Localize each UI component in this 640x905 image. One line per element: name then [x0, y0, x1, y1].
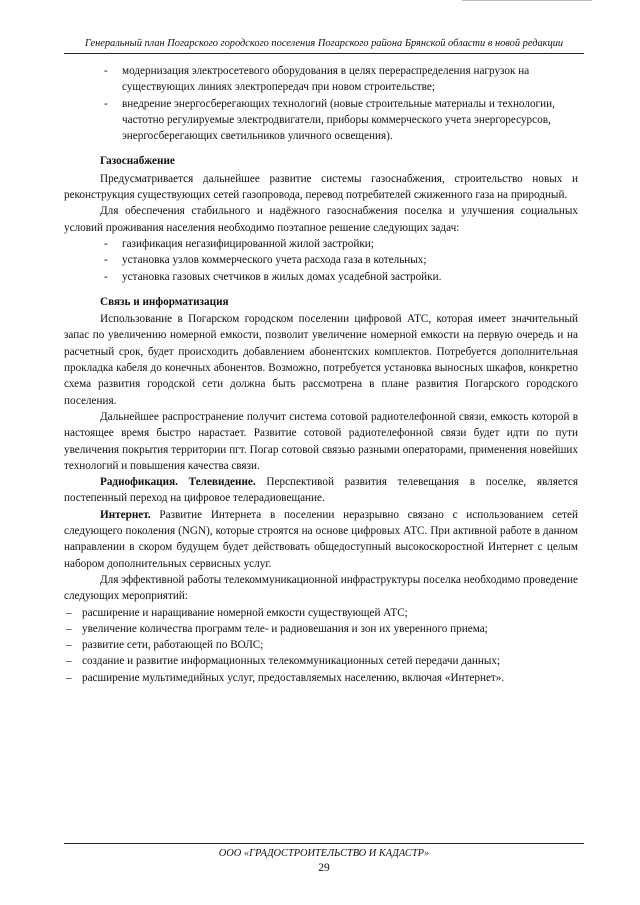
- header-rule: [64, 53, 584, 54]
- footer-rule: [64, 843, 584, 844]
- list-item: - внедрение энергосберегающих технологий (новые строительные материалы и технологии, частотно регулируемые электродвигатели, приборы коммерческого учета энергоресурсов, энергосберегающих светильников уличного освещения).: [64, 96, 578, 145]
- paragraph-text: Развитие Интернета в поселении неразрывно связано с использованием сетей следующего поколения (NGN), которые строятся на основе цифровых АТС. При активной работе в данном направлении в скором будущем будет действовать общедоступный высокоскоростной Интернет с целым набором дополнительных сервисных услуг.: [64, 508, 578, 570]
- paragraph: Использование в Погарском городском поселении цифровой АТС, которая имеет значительный запас по увеличению номерной емкости, позволит увеличение номерной емкости на первую очередь и на расчетный срок, будет происходить добавлением абонентских комплектов. Потребуется дополнительная прокладка кабеля до конечных абонентов. Возможно, потребуется установка выносных шкафов, конкретно схема развития городской сети должна быть рассмотрена в плане развития Погарского городского поселения.: [64, 313, 578, 407]
- telecom-measures-list: [64, 605, 578, 686]
- list-item: – увеличение количества программ теле- и радиовешания и зон их уверенного приема;: [64, 621, 578, 637]
- paragraph: Дальнейшее распространение получит система сотовой радиотелефонной связи, емкость которой в настоящее время быстро нарастает. Развитие сотовой радиотелефонной связи будет идти по пути увеличения покрытия территории пгт. Погар сотовой связью разными операторами, применения новейших технологий и повышения качества связи.: [64, 410, 578, 472]
- gas-task-list: [64, 236, 578, 285]
- page-number: 29: [318, 862, 330, 874]
- list-item: – расширение мультимедийных услуг, предоставляемых населению, включая «Интернет».: [64, 670, 578, 686]
- list-item: - газификация негазифицированной жилой застройки;: [64, 236, 578, 252]
- document-body: [64, 63, 578, 686]
- section-heading-gas: Газоснабжение: [100, 155, 175, 168]
- list-item: – расширение и наращивание номерной емкости существующей АТС;: [64, 605, 578, 621]
- inline-heading-radio: Радиофикация. Телевидение.: [100, 476, 256, 489]
- running-footer: ООО «ГРАДОСТРОИТЕЛЬСТВО И КАДАСТР»: [218, 848, 430, 859]
- running-header: Генеральный план Погарского городского поселения Погарского района Брянской области в новой редакции: [84, 38, 564, 49]
- paragraph-text: Перспективой развития телевещания в поселке, является постепенный переход на цифровое телерадиовещание.: [64, 476, 579, 505]
- top-edge-rule: [462, 0, 592, 1]
- paragraph-radio: [64, 474, 578, 507]
- inline-heading-internet: Интернет.: [100, 508, 151, 521]
- intro-list: [64, 63, 578, 144]
- section-heading-communications: Связь и информатизация: [100, 295, 229, 308]
- paragraph: Для эффективной работы телекоммуникационной инфраструктуры поселка необходимо проведение следующих мероприятий:: [64, 573, 578, 603]
- paragraph-internet: [64, 507, 578, 572]
- list-item: - модернизация электросетевого оборудования в целях перераспределения нагрузок на существующих линиях электропередач при новом строительстве;: [64, 63, 578, 96]
- list-item: – создание и развитие информационных телекоммуникационных сетей передачи данных;: [64, 653, 578, 669]
- list-item: - установка газовых счетчиков в жилых домах усадебной застройки.: [64, 269, 578, 285]
- paragraph: Для обеспечения стабильного и надёжного газоснабжения поселка и улучшения социальных условий проживания населения необходимо поэтапное решение следующих задач:: [64, 205, 578, 234]
- list-item: - установка узлов коммерческого учета расхода газа в котельных;: [64, 252, 578, 268]
- list-item: – развитие сети, работающей по ВОЛС;: [64, 637, 578, 653]
- paragraph: Предусматривается дальнейшее развитие системы газоснабжения, строительство новых и реконструкция существующих сетей газопровода, перевод потребителей сжиженного газа на природный.: [64, 172, 578, 202]
